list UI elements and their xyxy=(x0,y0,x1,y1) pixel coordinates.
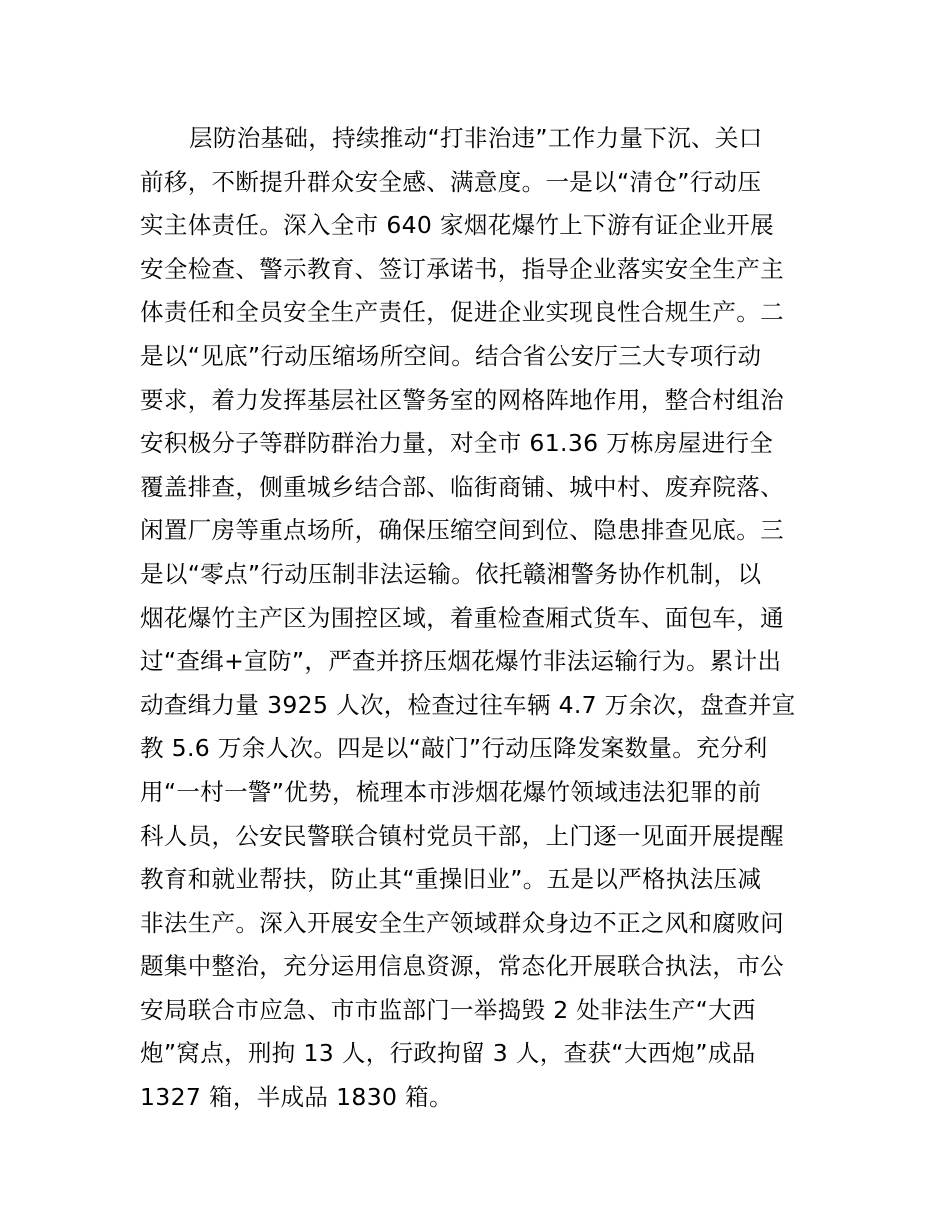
paragraph-line: 题集中整治，充分运用信息资源，常态化开展联合执法，市公 xyxy=(140,952,784,981)
paragraph-line: 层防治基础，持续推动“打非治违”工作力量下沉、关口 xyxy=(189,124,763,152)
paragraph-line: 是以“零点”行动压制非法运输。依托赣湘警务协作机制，以 xyxy=(140,559,762,588)
paragraph-line: 科人员，公安民警联合镇村党员干部，上门逐一见面开展提醒 xyxy=(140,821,784,850)
paragraph-line: 安积极分子等群防群治力量，对全市 61.36 万栋房屋进行全 xyxy=(140,429,774,458)
paragraph-line: 非法生产。深入开展安全生产领域群众身边不正之风和腐败问 xyxy=(140,908,784,937)
paragraph-line: 实主体责任。深入全市 640 家烟花爆竹上下游有证企业开展 xyxy=(140,211,774,240)
body-paragraph xyxy=(140,117,820,1120)
paragraph-line: 安全检查、警示教育、签订承诺书，指导企业落实安全生产主 xyxy=(140,254,784,283)
paragraph-line: 体责任和全员安全生产责任，促进企业实现良性合规生产。二 xyxy=(140,298,784,327)
paragraph-line: 动查缉力量 3925 人次，检查过往车辆 4.7 万余次，盘查并宣 xyxy=(140,690,796,719)
paragraph-line: 烟花爆竹主产区为围控区域，着重检查厢式货车、面包车，通 xyxy=(140,603,784,632)
paragraph-line: 要求，着力发挥基层社区警务室的网格阵地作用，整合村组治 xyxy=(140,385,784,414)
paragraph-line: 安局联合市应急、市市监部门一举捣毁 2 处非法生产“大西 xyxy=(140,995,756,1024)
paragraph-line: 前移，不断提升群众安全感、满意度。一是以“清仓”行动压 xyxy=(140,167,762,196)
paragraph-line: 1327 箱，半成品 1830 箱。 xyxy=(140,1083,453,1112)
paragraph-line: 炮”窝点，刑拘 13 人，行政拘留 3 人，查获“大西炮”成品 xyxy=(140,1039,756,1068)
paragraph-line: 覆盖排查，侧重城乡结合部、临街商铺、城中村、废弃院落、 xyxy=(140,472,784,501)
paragraph-line: 是以“见底”行动压缩场所空间。结合省公安厅三大专项行动 xyxy=(140,341,762,370)
paragraph-line: 用“一村一警”优势，梳理本市涉烟花爆竹领域违法犯罪的前 xyxy=(140,777,762,806)
paragraph-line: 闲置厂房等重点场所，确保压缩空间到位、隐患排查见底。三 xyxy=(140,516,784,545)
paragraph-line: 教 5.6 万余人次。四是以“敲门”行动压降发案数量。充分利 xyxy=(140,734,768,763)
paragraph-line: 教育和就业帮扶，防止其“重操旧业”。五是以严格执法压减 xyxy=(140,865,762,894)
paragraph-line: 过“查缉+宣防”，严查并挤压烟花爆竹非法运输行为。累计出 xyxy=(140,647,782,676)
